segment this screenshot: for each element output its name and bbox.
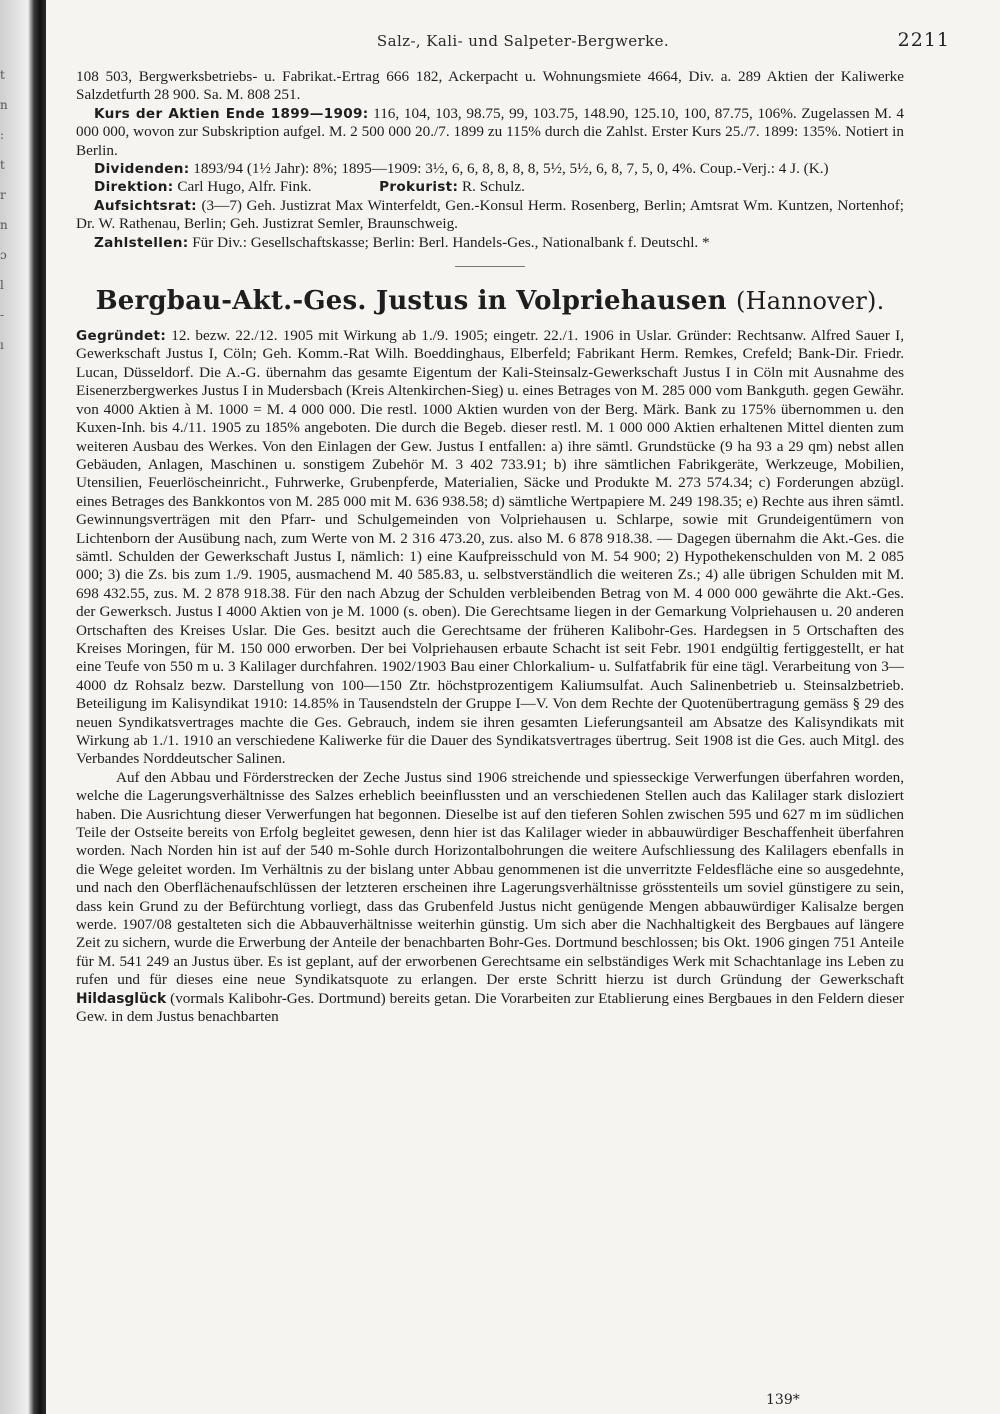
share-price-text: 116, 104, 103, 98.75, 99, 103.75, 148.90, 125.10, 100, 87.75, 106%. Zugelassen M. 4 000 000, wovon zur Subskription aufgel. M. 2 500 000 20./7. 1899 zu 115% durch die Zahlst. Erster Kurs 25./7. 1899: 135%. Notiert in Berlin.	[76, 104, 904, 159]
paying-agents-paragraph	[76, 234, 904, 252]
dividends-text: 1893/94 (1½ Jahr): 8%; 1895—1909: 3½, 6, 6, 8, 8, 8, 8, 5½, 5½, 6, 8, 7, 5, 0, 4%. Coup.-Verj.: 4 J. (K.)	[193, 160, 829, 178]
dividends-label: Dividenden:	[94, 161, 190, 178]
signature-mark: 139*	[766, 1392, 800, 1408]
company-name: Bergbau-Akt.-Ges. Justus in Volpriehausen	[95, 286, 727, 317]
management-paragraph	[76, 178, 904, 196]
finance-paragraph: 108 503, Bergwerksbetriebs- u. Fabrikat.-Ertrag 666 182, Ackerpacht u. Wohnungsmiete 4664, Div. a. 289 Aktien der Kaliwerke Salzdetfurth 28 900. Sa. M. 808 251.	[76, 68, 904, 104]
company-heading	[76, 285, 904, 317]
aufsichtsrat-label: Aufsichtsrat:	[94, 197, 197, 214]
gutter-char: t	[0, 68, 5, 82]
gutter-char: n	[0, 218, 8, 232]
mining-paragraph	[76, 769, 904, 1027]
founded-label: Gegründet:	[76, 328, 167, 345]
zahlstellen-text: Für Div.: Gesellschaftskasse; Berlin: Berl. Handels-Ges., Nationalbank f. Deutschl. *	[192, 233, 710, 251]
mining-text-b: (vormals Kalibohr-Ges. Dortmund) bereits getan. Die Vorarbeiten zur Etablierung eines Bergbaues in den Feldern dieser Gew. in dem Justus benachbarten	[76, 989, 905, 1026]
dividends-paragraph	[76, 160, 904, 178]
gutter-char: n	[0, 98, 8, 112]
founded-text: 12. bezw. 22./12. 1905 mit Wirkung ab 1./9. 1905; eingetr. 22./1. 1906 in Uslar. Gründer: Rechtsanw. Alfred Sauer I, Gewerkschaft Justus I, Cöln; Geh. Komm.-Rat Wilh. Boeddinghaus, Elberfeld; Fabrikant Herm. Remkes, Crefeld; Bank-Dir. Friedr. Lucan, Düsseldorf. Die A.-G. übernahm das gesamte Eigentum der Kali-Steinsalz-Gewerkschaft Justus I in Cöln mit Ausnahme des Eisenerzbergwerkes Justus I in Mudersbach (Kreis Altenkirchen-Sieg) u. eines Betrages von M. 285 000 vom Bankguth. gegen Gewähr. von 4000 Aktien à M. 1000 = M. 4 000 000. Die restl. 1000 Aktien wurden von der Berg. Märk. Bank zu 175% übernommen u. den Kuxen-Inh. bis 4./11. 1905 zu 185% angeboten. Die durch die Begeb. dieser restl. M. 1 000 000 Aktien erhaltenen Mittel dienten zum weiteren Ausbau des Werkes. Von den Einlagen der Gew. Justus I entfallen: a) ihre sämtl. Grundstücke (9 ha 93 a 29 qm) nebst allen Gebäuden, Anlagen, Maschinen u. sonstigem Zubehör M. 3 402 733.91; b) ihre sämtlichen Fabrikgeräte, Werkzeuge, Mobilien, Utensilien, Feuerlöscheinricht., Fuhrwerke, Grubenpferde, Materialien, Säcke und Produkte M. 273 574.34; c) Forderungen abzügl. eines Betrages des Bankkontos von M. 285 000 mit M. 636 938.58; d) sämtliche Wertpapiere M. 249 198.35; e) Rechte aus ihren sämtl. Gewinnungsverträgen mit den Pfarr- und Schulgemeinden von Volpriehausen u. Schlarpe, sowie mit Grundeigentümern von Lichtenborn der Ausübung nach, zum Werte von M. 2 316 473.20, zus. also M. 6 878 918.38. — Dagegen übernahm die Akt.-Ges. die sämtl. Schulden der Gewerkschaft Justus I, nämlich: 1) eine Kaufpreisschuld von M. 54 900; 2) Hypothekenschulden von M. 2 085 000; 3) die Zs. bis zum 1./9. 1905, ausmachend M. 40 585.83, u. selbstverständlich die weiteren Zs.; 4) alle übrigen Schulden mit M. 698 432.55, zus. M. 2 878 918.38. Für den nach Abzug der Schulden verbleibenden Betrag von M. 4 000 000 gewährte die Akt.-Ges. der Gewerksch. Justus I 4000 Aktien von je M. 1000 (s. oben). Die Gerechtsame liegen in der Gemarkung Volpriehausen u. 20 anderen Ortschaften des Kreises Uslar. Die Ges. besitzt auch die Gerechtsame der früheren Kalibohr-Ges. Hardegsen in 5 Ortschaften des Kreises Moringen, für M. 150 000 erworben. Der bei Volpriehausen erbaute Schacht ist seit Febr. 1901 endgültig fertiggestellt, er hat eine Teufe von 550 m u. 3 Kalilager durchfahren. 1902/1903 Bau einer Chlorkalium- u. Sulfatfabrik für eine tägl. Verarbeitung von 3—4000 dz Rohsalz bezw. Darstellung von 100—150 Ztr. höchstprozentigem Kaliumsulfat. Auch Salinenbetrieb u. Steinsalzbetrieb. Beteiligung im Kalisyndikat 1910: 14.85% in Tausendsteln der Gruppe I—V. Von dem Rechte der Quotenübertragung gemäss § 29 des neuen Syndikatsvertrages machte die Ges. Gebrauch, indem sie ihren gesamten Lieferungsanteil am Absatze des Kalisyndikats mit Wirkung ab 1./1. 1910 an verschiedene Kaliwerke für die Dauer des Syndikatsvertrages übertrug. Seit 1908 ist die Ges. auch Mitgl. des Verbandes Norddeutscher Salinen.	[76, 327, 904, 768]
direktion-label: Direktion:	[94, 179, 174, 196]
page-header	[46, 29, 1000, 56]
gutter-char: ɔ	[0, 248, 7, 262]
hildasglueck-name: Hildasglück	[76, 990, 167, 1007]
company-location: (Hannover).	[736, 287, 885, 316]
document-page	[46, 0, 1000, 1414]
share-price-paragraph	[76, 105, 904, 160]
gutter-char: :	[0, 128, 5, 142]
running-title: Salz-, Kali- und Salpeter-Bergwerke.	[376, 32, 670, 50]
mining-text-a: Auf den Abbau und Förderstrecken der Zeche Justus sind 1906 streichende und spiesseckige Verwerfungen überfahren worden, welche die Lagerungsverhältnisse des Salzes erheblich beeinflussten und an verschiedenen Stellen auch das Kalilager stark disloziert haben. Die Ausrichtung dieser Verwerfungen hat begonnen. Dieselbe ist auf den tieferen Sohlen zwischen 595 und 627 m im südlichen Teile der Ostseite bereits von Erfolg begleitet gewesen, denn hier ist das Kalilager wieder in abbauwürdiger Beschaffenheit überfahren worden. Nach Norden hin ist auf der 540 m-Sohle durch Horizontalbohrungen die weitere Aufschliessung des Kalilagers ebenfalls in die Wege geleitet worden. Im Verhältnis zu der bislang unter Abbau genommenen ist die unverritzte Feldesfläche eine so ausgedehnte, und nach den Oberflächenaufschlüssen der letzteren erscheinen ihre Lagerungsverhältnisse grösstenteils um soviel günstigere zu sein, dass kein Grund zu der Befürchtung vorliegt, dass das Grubenfeld Justus nicht genügende Mengen abbauwürdiger Kalisalze bergen werde. 1907/08 gestalteten sich die Abbauverhältnisse weiterhin günstig. Um sich aber die Nachhaltigkeit des Bergbaues auf längere Zeit zu sichern, wurde die Erwerbung der Anteile der benachbarten Bohr-Ges. Dortmund beschlossen; bis Okt. 1906 gingen 751 Anteile für M. 541 249 an Justus über. Es ist geplant, auf der erworbenen Gerechtsame ein selbständiges Werk mit Schachtanlage ins Leben zu rufen und für dieses eine neue Syndikatsquote zu erlangen. Der erste Schritt hierzu ist durch Gründung der Gewerkschaft	[76, 768, 904, 989]
page-content	[76, 68, 904, 1027]
entry-divider	[455, 266, 525, 267]
prokurist-text: R. Schulz.	[462, 178, 525, 196]
previous-company-entry	[76, 68, 904, 252]
gutter-char: l	[0, 278, 4, 292]
company-entry	[76, 327, 904, 1026]
aufsichtsrat-text: (3—7) Geh. Justizrat Max Winterfeldt, Gen.-Konsul Herm. Rosenberg, Berlin; Amtsrat Wm. Kuntzen, Nortenhof; Dr. W. Rathenau, Berlin; Geh. Justizrat Semler, Braunschweig.	[76, 196, 905, 233]
gutter-fragments	[0, 60, 14, 360]
share-price-label: Kurs der Aktien Ende 1899—1909:	[94, 105, 369, 122]
prokurist-label: Prokurist:	[379, 179, 459, 196]
gutter-char: ı	[0, 338, 4, 352]
board-paragraph	[76, 197, 904, 234]
page-number: 2211	[897, 29, 950, 51]
gutter-char: t	[0, 158, 5, 172]
gutter-char: -	[0, 308, 5, 322]
gutter-char: r	[0, 188, 6, 202]
founding-paragraph	[76, 327, 904, 769]
zahlstellen-label: Zahlstellen:	[94, 234, 189, 251]
direktion-text: Carl Hugo, Alfr. Fink.	[177, 178, 312, 196]
